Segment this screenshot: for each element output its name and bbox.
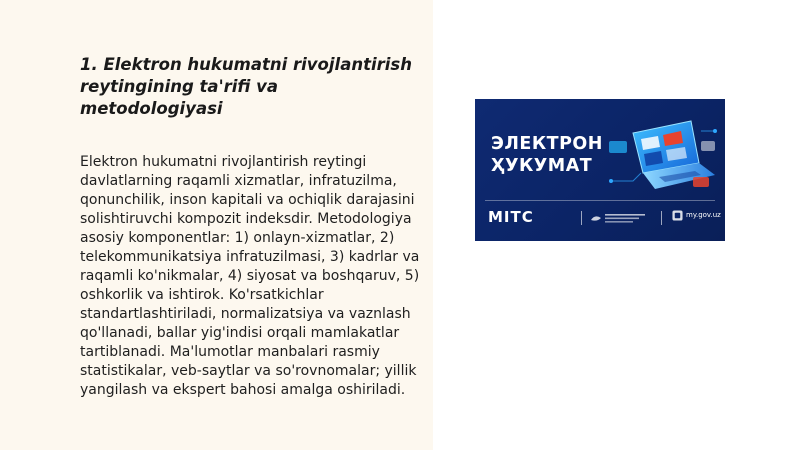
portal-logo bbox=[672, 210, 721, 224]
e-government-banner bbox=[475, 99, 725, 241]
logo-separator bbox=[581, 211, 582, 225]
banner-title-line-1: ЭЛЕКТРОН bbox=[491, 134, 603, 154]
portal-icon bbox=[672, 210, 683, 221]
portal-label: my.gov.uz bbox=[686, 211, 721, 219]
logo-separator bbox=[661, 211, 662, 225]
banner-title-line-2: ҲУКУМАТ bbox=[491, 156, 593, 176]
mitc-logo: MITC bbox=[488, 208, 534, 226]
banner-divider bbox=[485, 200, 715, 201]
ministry-logo bbox=[589, 210, 649, 226]
slide-title: 1. Elektron hukumatni rivojlantirish reytingining ta'rifi va metodologiyasi bbox=[80, 55, 412, 118]
laptop-illustration bbox=[603, 111, 721, 201]
slide-body-text: Elektron hukumatni rivojlantirish reytingi davlatlarning raqamli xizmatlar, infratuzilma, qonunchilik, inson kapitali va ochiqlik darajasini solishtiruvchi kompozit indeksdir. Metodologiya asosiy komponentlar: 1) onlayn-xizmatlar, 2) telekommunikatsiya infratuzilmasi, 3) kadrlar va raqamli ko'nikmalar, 4) siyosat va boshqaruv, 5) oshkorlik va ishtirok. Ko'rsatkichlar standartlashtiriladi, normalizatsiya va vaznlash qo'llanadi, ballar yig'indisi orqali mamlakatlar tartiblanadi. Ma'lumotlar manbalari rasmiy statistikalar, veb-saytlar va so'rovnomalar; yillik yangilash va ekspert bahosi amalga oshiriladi. bbox=[80, 154, 420, 398]
